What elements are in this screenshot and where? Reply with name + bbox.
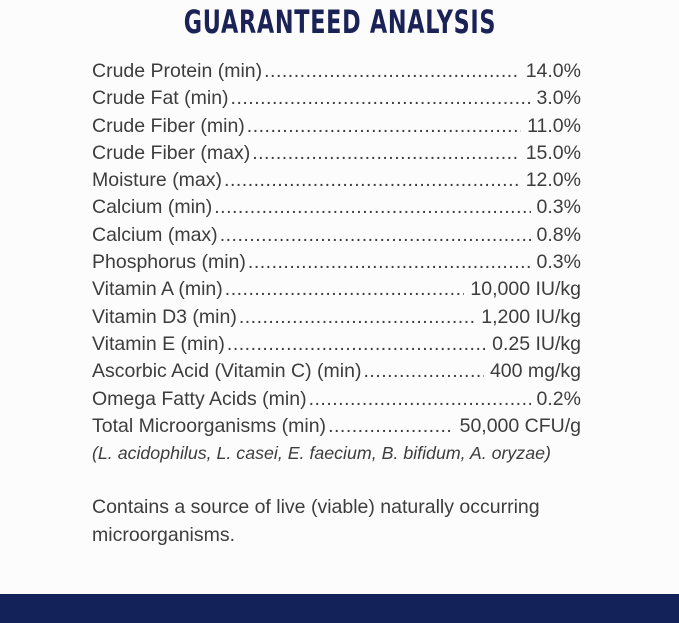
dot-leader [239,304,475,331]
analysis-row [92,222,581,249]
dot-leader [248,249,531,276]
nutrient-label: Phosphorus (min) [92,251,246,274]
dot-leader [252,140,520,167]
analysis-row [92,194,581,221]
nutrient-value: 12.0% [525,169,581,192]
nutrient-value: 0.3% [536,251,581,274]
footnote: Contains a source of live (viable) naturally occurring microorganisms. [92,496,540,546]
nutrient-value: 50,000 CFU/g [459,414,581,437]
title-wrap [0,0,679,40]
nutrient-label: Moisture (max) [92,169,223,192]
analysis-row [92,249,581,276]
nutrient-value: 10,000 IU/kg [470,278,581,301]
nutrient-value: 15.0% [525,141,581,164]
nutrient-value: 1,200 IU/kg [481,305,581,328]
dot-leader [328,413,454,440]
analysis-row [92,331,581,358]
dot-leader [224,167,520,194]
analysis-row [92,304,581,331]
page-title: GUARANTEED ANALYSIS [183,4,496,42]
nutrient-label: Vitamin E (min) [92,332,225,355]
analysis-row [92,58,581,85]
dot-leader [225,276,465,303]
dot-leader [309,386,531,413]
dot-leader [231,85,531,112]
nutrient-label: Calcium (max) [92,223,218,246]
nutrient-value: 0.8% [536,223,581,246]
analysis-row [92,358,581,385]
nutrient-value: 3.0% [536,87,581,110]
dot-leader [214,194,530,221]
analysis-row [92,167,581,194]
nutrient-label: Vitamin A (min) [92,278,223,301]
nutrient-value: 0.3% [536,196,581,219]
analysis-row [92,113,581,140]
analysis-row [92,140,581,167]
nutrient-label: Vitamin D3 (min) [92,305,237,328]
nutrient-value: 0.2% [536,387,581,410]
nutrient-value: 14.0% [525,60,581,82]
nutrient-label: Total Microorganisms (min) [92,414,327,437]
dot-leader [220,222,531,249]
analysis-row [92,386,581,413]
label-content [92,58,581,549]
dot-leader [227,331,486,358]
dot-leader [247,113,521,140]
nutrient-label: Crude Protein (min) [92,60,263,82]
footer-bar [0,594,679,623]
nutrient-value: 400 mg/kg [489,360,581,383]
nutrient-label: Crude Fiber (min) [92,114,245,137]
nutrient-label: Ascorbic Acid (Vitamin C) (min) [92,360,362,383]
nutrient-label: Omega Fatty Acids (min) [92,387,307,410]
nutrient-label: Crude Fat (min) [92,87,229,110]
analysis-row [92,413,581,440]
nutrient-label: Crude Fiber (max) [92,141,251,164]
nutrient-value: 11.0% [527,114,581,137]
analysis-row [92,85,581,112]
dot-leader [264,58,520,85]
nutrient-value: 0.25 IU/kg [492,332,581,355]
analysis-table [92,58,581,440]
species-note: (L. acidophilus, L. casei, E. faecium, B. bifidum, A. oryzae) [92,443,551,464]
dot-leader [363,358,483,385]
analysis-row [92,276,581,303]
nutrient-label: Calcium (min) [92,196,213,219]
